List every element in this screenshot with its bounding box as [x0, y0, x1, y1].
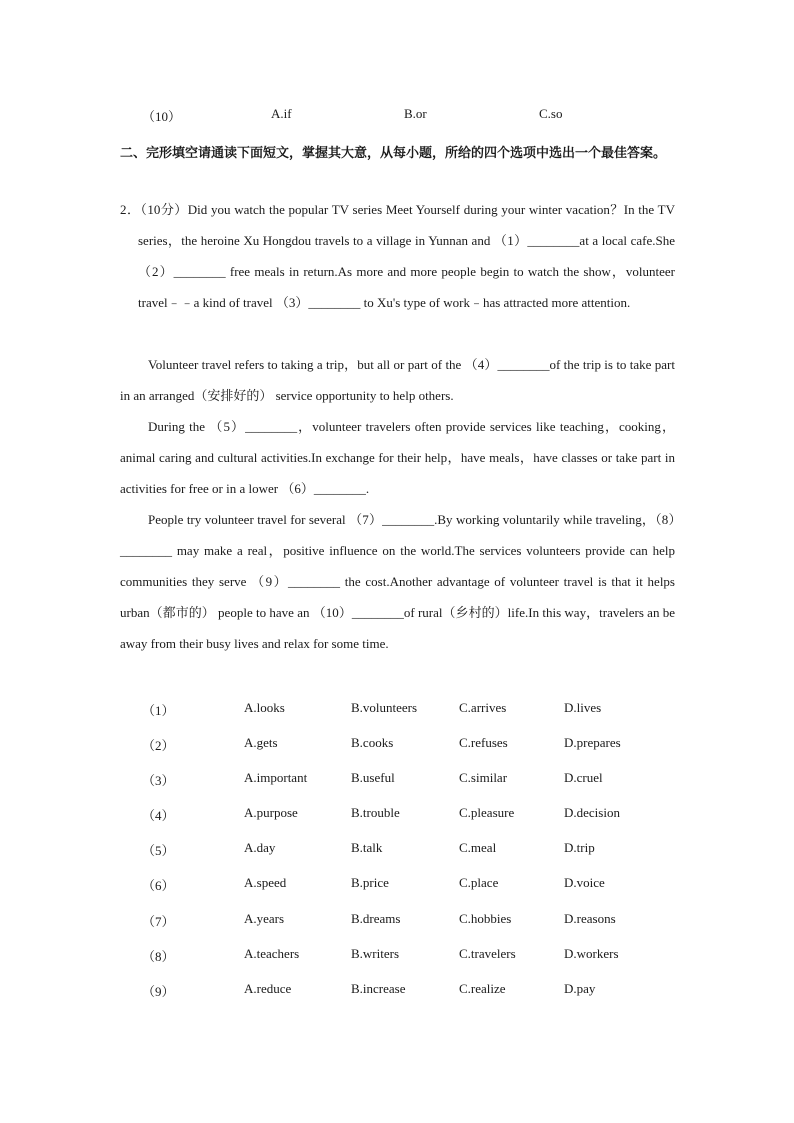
- option-b[interactable]: B.dreams: [351, 910, 401, 926]
- passage-body: [120, 349, 675, 659]
- passage-paragraph: People try volunteer travel for several （7）________.By working voluntarily while traveling，（8）________ may make a real，positive influence on the world.The services volunteers provide can help communities they serve （9）________ the cost.Another advantage of volunteer travel is that it helps urban（都市的） people to have an （10）________of rural（乡村的）life.In this way，travelers an be away from their busy lives and relax for some time.: [120, 512, 675, 651]
- option-b[interactable]: B.volunteers: [351, 700, 418, 715]
- option-d[interactable]: D.decision: [564, 805, 620, 821]
- prev-question-number: （10）: [142, 109, 182, 124]
- passage-paragraph: Volunteer travel refers to taking a trip，but all or part of the （4）________of the trip is to take part in an arranged（安排好的） service opportunity to help others.: [120, 357, 675, 403]
- option-row: [0, 770, 794, 805]
- option-c[interactable]: C.refuses: [459, 735, 508, 751]
- option-b[interactable]: B.cooks: [351, 735, 394, 751]
- option-c[interactable]: C.arrives: [459, 700, 507, 715]
- section-heading: 二、完形填空请通读下面短文，掌握其大意，从每小题，所给的四个选项中选出一个最佳答案。: [120, 146, 667, 161]
- option-row: [0, 981, 794, 1016]
- option-d[interactable]: D.reasons: [564, 910, 616, 926]
- option-a[interactable]: A.gets: [244, 735, 278, 751]
- options-table: [0, 700, 794, 1016]
- option-number: （1）: [142, 703, 175, 718]
- option-a[interactable]: A.teachers: [244, 945, 300, 961]
- option-row: [0, 735, 794, 770]
- option-d[interactable]: D.cruel: [564, 770, 603, 786]
- option-c[interactable]: C.pleasure: [459, 805, 515, 821]
- prev-option-a: A.if: [271, 106, 292, 121]
- option-number: （6）: [142, 878, 175, 894]
- option-row: [0, 946, 794, 981]
- option-a[interactable]: A.important: [244, 770, 308, 786]
- option-number: （7）: [142, 913, 175, 929]
- option-a[interactable]: A.reduce: [244, 980, 292, 996]
- option-b[interactable]: B.increase: [351, 980, 406, 996]
- option-b[interactable]: B.writers: [351, 945, 400, 961]
- option-c[interactable]: C.place: [459, 875, 499, 891]
- option-b[interactable]: B.trouble: [351, 805, 400, 821]
- question-intro: [120, 194, 675, 318]
- previous-question-options: [0, 106, 794, 124]
- option-row: [0, 700, 794, 735]
- option-c[interactable]: C.travelers: [459, 945, 516, 961]
- option-number: （8）: [142, 948, 175, 964]
- option-number: （2）: [142, 738, 175, 754]
- option-number: （9）: [142, 983, 175, 999]
- option-row: [0, 911, 794, 946]
- option-a[interactable]: A.day: [244, 840, 276, 856]
- option-row: [0, 840, 794, 875]
- question-intro-text: 2．（10分）Did you watch the popular TV series Meet Yourself during your winter vacation？In the TV series，the heroine Xu Hongdou travels to a village in Yunnan and （1）________at a local cafe.She （2）________ free meals in return.As more and more people begin to watch the show，volunteer travel﹣﹣a kind of travel （3）________ to Xu's type of work﹣has attracted more attention.: [120, 202, 675, 310]
- option-b[interactable]: B.useful: [351, 770, 395, 786]
- option-row: [0, 805, 794, 840]
- option-d[interactable]: D.voice: [564, 875, 605, 891]
- option-a[interactable]: A.looks: [244, 700, 285, 715]
- option-d[interactable]: D.workers: [564, 945, 619, 961]
- option-row: [0, 875, 794, 910]
- option-b[interactable]: B.price: [351, 875, 389, 891]
- option-d[interactable]: D.trip: [564, 840, 595, 856]
- prev-option-b: B.or: [404, 106, 427, 121]
- option-number: （4）: [142, 808, 175, 824]
- option-c[interactable]: C.similar: [459, 770, 508, 786]
- option-b[interactable]: B.talk: [351, 840, 383, 856]
- option-number: （5）: [142, 843, 175, 859]
- option-c[interactable]: C.meal: [459, 840, 497, 856]
- option-c[interactable]: C.hobbies: [459, 910, 512, 926]
- option-d[interactable]: D.lives: [564, 700, 602, 715]
- option-d[interactable]: D.prepares: [564, 735, 621, 751]
- option-a[interactable]: A.purpose: [244, 805, 298, 821]
- option-number: （3）: [142, 773, 175, 789]
- option-a[interactable]: A.years: [244, 910, 285, 926]
- passage-paragraph: During the （5）________，volunteer travelers often provide services like teaching，cooking，animal caring and cultural activities.In exchange for their help，have meals，have classes or take part in activities for free or in a lower （6）________.: [120, 419, 675, 496]
- prev-option-c: C.so: [539, 106, 563, 121]
- option-d[interactable]: D.pay: [564, 980, 596, 996]
- option-a[interactable]: A.speed: [244, 875, 287, 891]
- option-c[interactable]: C.realize: [459, 980, 506, 996]
